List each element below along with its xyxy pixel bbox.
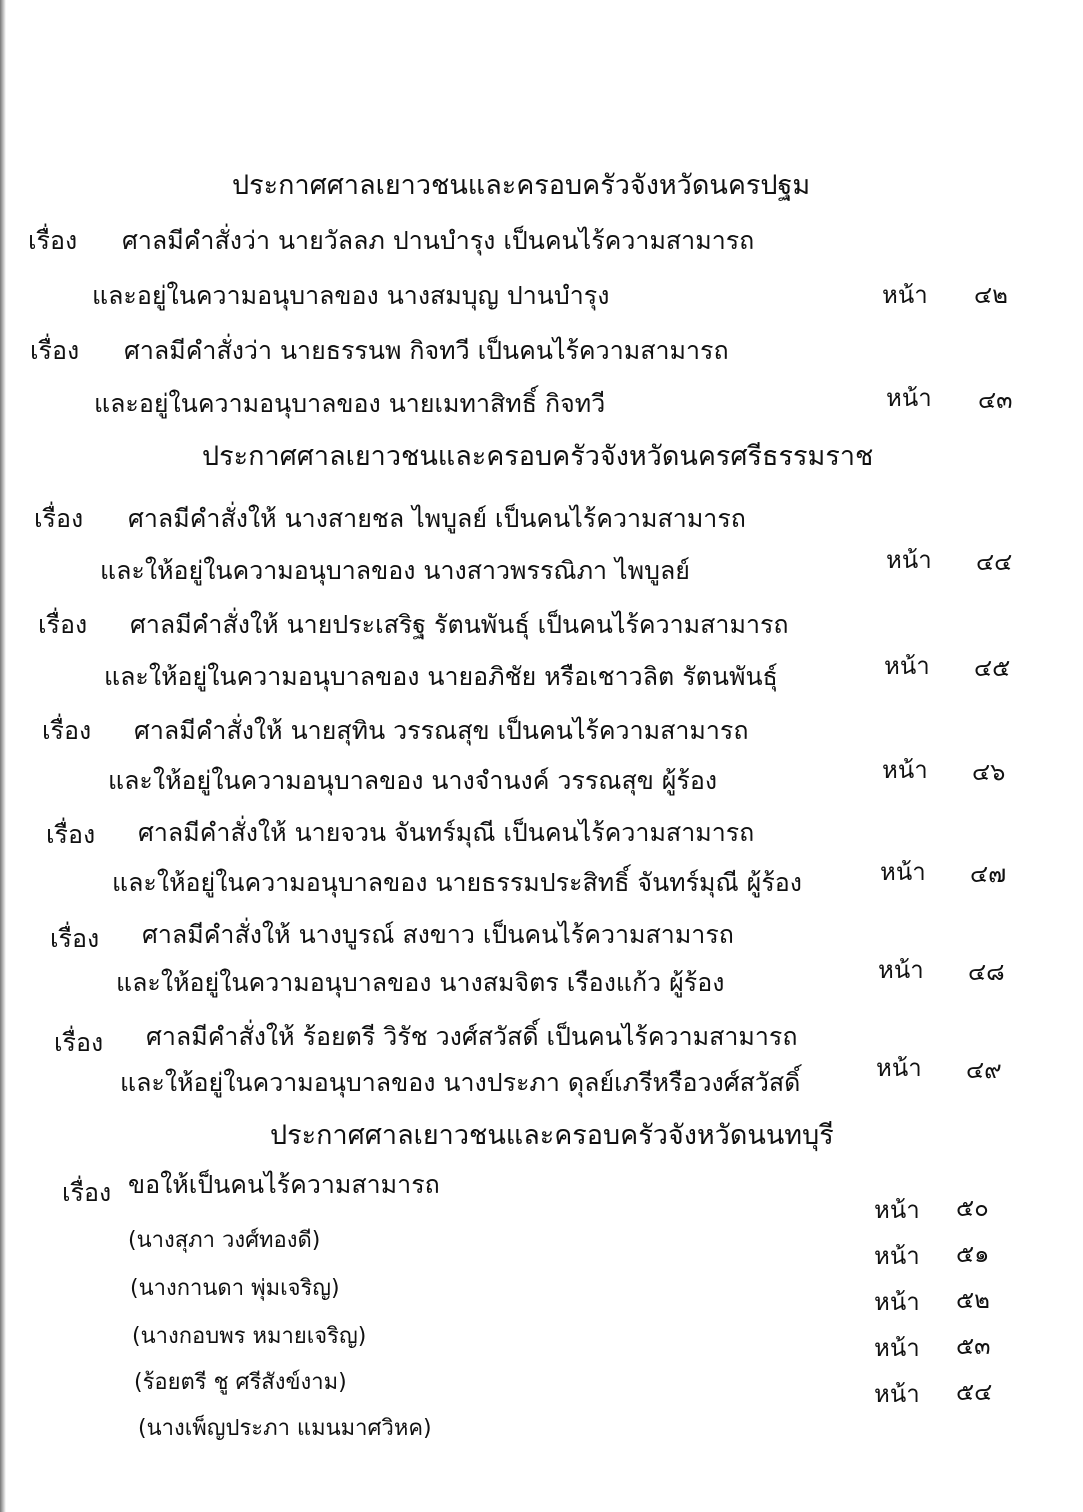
entry-line-2: และให้อยู่ในความอนุบาลของ นางสมจิตร เรืองแก้ว ผู้ร้อง	[116, 968, 725, 997]
page-number: ๕๑	[956, 1240, 990, 1268]
court-heading-nonthaburi: ประกาศศาลเยาวชนและครอบครัวจังหวัดนนทบุรี	[270, 1120, 834, 1151]
page-number: ๕๐	[956, 1194, 989, 1222]
subject-label: เรื่อง	[38, 610, 88, 639]
page-number: ๔๒	[974, 281, 1008, 309]
entry-line-2: และให้อยู่ในความอนุบาลของ นางสาวพรรณิภา ไพบูลย์	[100, 556, 690, 585]
entry-line-2: และให้อยู่ในความอนุบาลของ นางประภา ดุลย์เภรีหรือวงศ์สวัสดิ์	[120, 1068, 801, 1097]
page-label: หน้า	[880, 858, 926, 886]
court-heading-nakhon-pathom: ประกาศศาลเยาวชนและครอบครัวจังหวัดนครปฐม	[232, 170, 811, 201]
entry-line-2: และให้อยู่ในความอนุบาลของ นายธรรมประสิทธิ์ จันทร์มุณี ผู้ร้อง	[112, 868, 802, 897]
scan-edge-shadow	[0, 0, 6, 1512]
name-item: (นางเพ็ญประภา แมนมาศวิหค)	[138, 1416, 432, 1441]
entry-line-2: และอยู่ในความอนุบาลของ นายเมทาสิทธิ์ กิจทวี	[94, 389, 606, 418]
page-label: หน้า	[874, 1334, 920, 1362]
entry-line-2: และให้อยู่ในความอนุบาลของ นายอภิชัย หรือเชาวลิต รัตนพันธุ์	[104, 662, 778, 691]
subject-label: เรื่อง	[42, 716, 92, 745]
entry-line-1: ศาลมีคำสั่งว่า นายธรรนพ กิจทวี เป็นคนไร้ความสามารถ	[124, 336, 729, 365]
page-label: หน้า	[874, 1380, 920, 1408]
entry-line-1: ศาลมีคำสั่งให้ นางสายชล ไพบูลย์ เป็นคนไร้ความสามารถ	[128, 504, 746, 533]
court-heading-nakhon-si-thammarat: ประกาศศาลเยาวชนและครอบครัวจังหวัดนครศรีธรรมราช	[202, 441, 874, 472]
page-number: ๔๖	[972, 758, 1006, 786]
subject-label: เรื่อง	[50, 924, 100, 953]
page-number: ๔๘	[968, 958, 1005, 986]
subject-label: เรื่อง	[54, 1028, 104, 1057]
entry-line-1: ศาลมีคำสั่งว่า นายวัลลภ ปานบำรุง เป็นคนไร้ความสามารถ	[122, 226, 755, 255]
page-label: หน้า	[884, 652, 930, 680]
page-number: ๔๗	[970, 860, 1007, 888]
page-label: หน้า	[876, 1054, 922, 1082]
subject-label: เรื่อง	[30, 336, 80, 365]
page-number: ๔๙	[966, 1056, 1002, 1084]
page-number: ๔๔	[976, 548, 1013, 576]
page-label: หน้า	[874, 1288, 920, 1316]
name-item: (นางกานดา พุ่มเจริญ)	[130, 1276, 340, 1301]
entry-line-2: และอยู่ในความอนุบาลของ นางสมบุญ ปานบำรุง	[92, 281, 610, 310]
page-label: หน้า	[882, 281, 928, 309]
entry-line-1: ศาลมีคำสั่งให้ ร้อยตรี วิรัช วงศ์สวัสดิ์ เป็นคนไร้ความสามารถ	[146, 1022, 798, 1051]
page-number: ๔๓	[978, 386, 1013, 414]
subject-label: เรื่อง	[62, 1178, 112, 1207]
subject-text: ขอให้เป็นคนไร้ความสามารถ	[128, 1170, 440, 1199]
subject-label: เรื่อง	[28, 226, 78, 255]
entry-line-1: ศาลมีคำสั่งให้ นายสุทิน วรรณสุข เป็นคนไร้ความสามารถ	[134, 716, 749, 745]
page-number: ๕๔	[956, 1378, 993, 1406]
page-label: หน้า	[886, 546, 932, 574]
name-item: (ร้อยตรี ชู ศรีสังข์งาม)	[134, 1370, 347, 1395]
page-label: หน้า	[874, 1242, 920, 1270]
subject-label: เรื่อง	[46, 820, 96, 849]
name-item: (นางสุภา วงศ์ทองดี)	[128, 1228, 321, 1253]
page-number: ๕๒	[956, 1286, 990, 1314]
subject-label: เรื่อง	[34, 504, 84, 533]
page-label: หน้า	[882, 756, 928, 784]
page-label: หน้า	[878, 956, 924, 984]
page-number: ๔๕	[974, 654, 1011, 682]
page-label: หน้า	[874, 1196, 920, 1224]
name-item: (นางกอบพร หมายเจริญ)	[132, 1324, 367, 1349]
entry-line-1: ศาลมีคำสั่งให้ นายจวน จันทร์มุณี เป็นคนไร้ความสามารถ	[138, 818, 755, 847]
entry-line-1: ศาลมีคำสั่งให้ นางบูรณ์ สงขาว เป็นคนไร้ความสามารถ	[142, 920, 734, 949]
page-label: หน้า	[886, 384, 932, 412]
entry-line-1: ศาลมีคำสั่งให้ นายประเสริฐ รัตนพันธุ์ เป็นคนไร้ความสามารถ	[130, 610, 789, 639]
page-number: ๕๓	[956, 1332, 991, 1360]
entry-line-2: และให้อยู่ในความอนุบาลของ นางจำนงค์ วรรณสุข ผู้ร้อง	[108, 766, 718, 795]
